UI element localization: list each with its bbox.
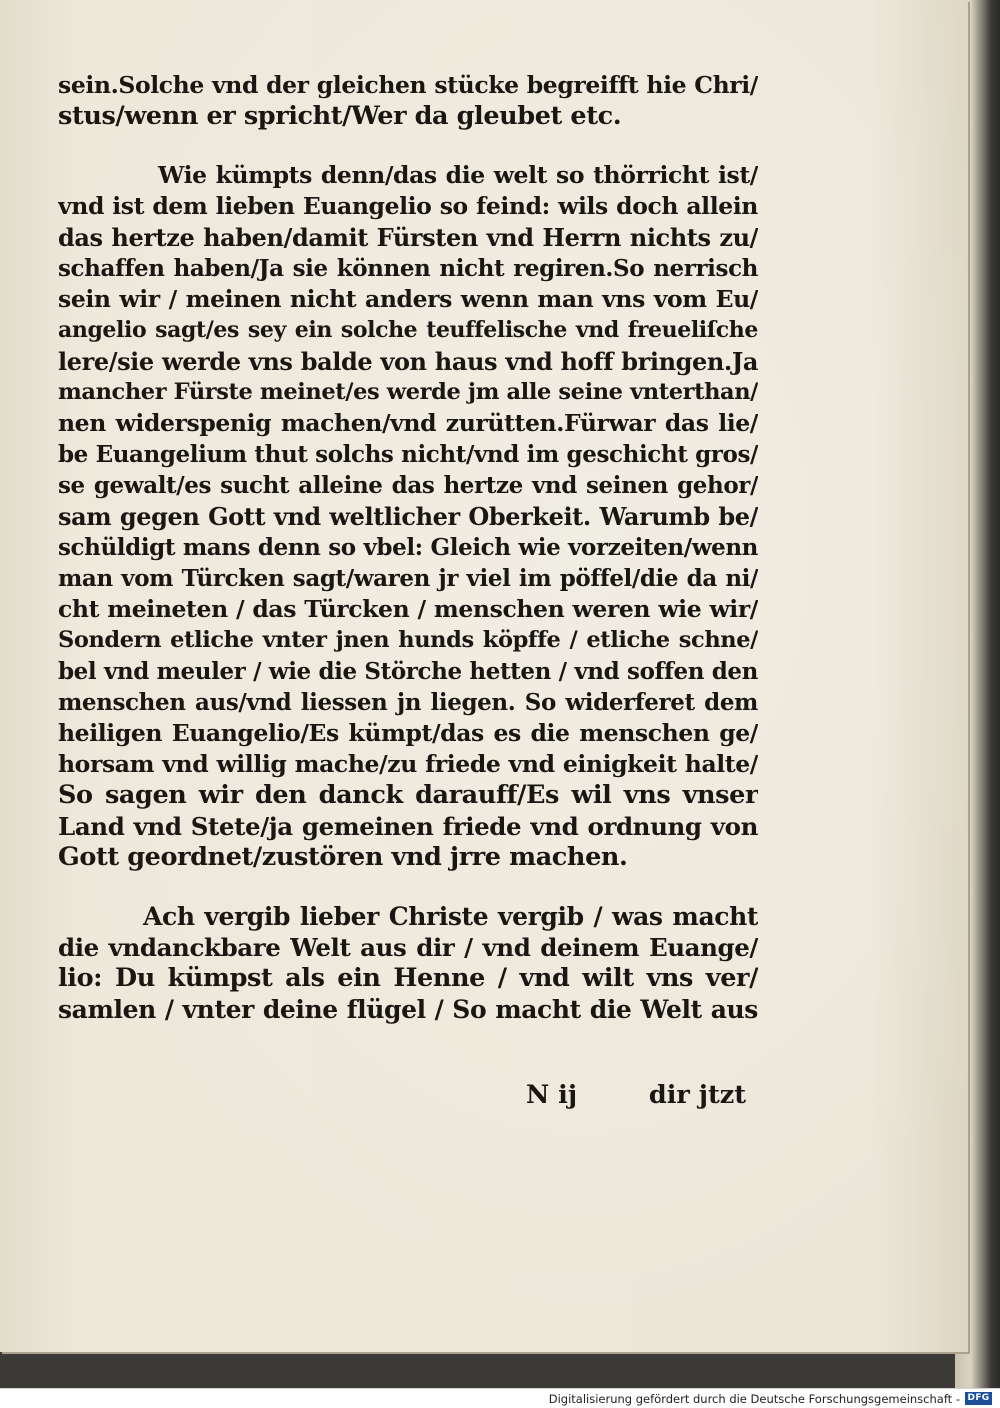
text-line: die vndanckbare Welt aus dir / vnd deinem Euange/: [58, 933, 758, 962]
text-line: heiligen Euangelio/Es kümpt/das es die menschen ge/: [58, 719, 758, 747]
text-line: sam gegen Gott vnd weltlicher Oberkeit. Warumb be/: [58, 502, 758, 531]
signature-mark: N ij: [526, 1080, 578, 1110]
text-line: Ach vergib lieber Christe vergib / was macht: [143, 902, 758, 931]
text-line: man vom Türcken sagt/waren jr viel im pöffel/die da ni/: [58, 565, 758, 592]
footer-bar: [0, 1388, 1000, 1408]
text-line: samlen / vnter deine flügel / So macht die Welt aus: [58, 995, 758, 1024]
text-line: angelio sagt/es sey ein solche teuffelische vnd freueliſche: [58, 317, 758, 343]
text-line: Gott geordnet/zustören vnd jrre machen.: [58, 842, 628, 872]
text-line: menschen aus/vnd liessen jn liegen. So widerferet dem: [58, 689, 758, 716]
text-line: se gewalt/es sucht alleine das hertze vnd seinen gehor/: [58, 472, 758, 499]
funding-notice: Digitalisierung gefördert durch die Deutsche Forschungsgemeinschaft -: [548, 1392, 960, 1406]
text-line: bel vnd meuler / wie die Störche hetten / vnd soffen den: [58, 658, 758, 685]
catchword: dir jtzt: [648, 1080, 746, 1110]
text-line: sein.Solche vnd der gleichen stücke begreifft hie Chri/: [58, 71, 758, 99]
paragraph-gap: [58, 132, 758, 160]
text-line: stus/wenn er spricht/Wer da gleubet etc.: [58, 101, 622, 131]
text-line: mancher Fürste meinet/es werde jm alle seine vnterthan/: [58, 379, 758, 405]
text-line: sein wir / meinen nicht anders wenn man vns vom Eu/: [58, 285, 758, 313]
text-line: cht meineten / das Türcken / menschen weren wie wir/: [58, 595, 758, 623]
dfg-logo: DFG: [965, 1392, 992, 1405]
text-line: be Euangelium thut solchs nicht/vnd im geschicht gros/: [58, 441, 758, 468]
text-line: schaffen haben/Ja sie können nicht regiren.So nerrisch: [58, 255, 758, 282]
text-line: schüldigt mans denn so vbel: Gleich wie vorzeiten/wenn: [58, 534, 758, 561]
page-text: [58, 70, 758, 1025]
text-line: Land vnd Stete/ja gemeinen friede vnd ordnung von: [58, 812, 758, 841]
text-line: das hertze haben/damit Fürsten vnd Herrn nichts zu/: [58, 223, 758, 252]
text-line: nen widerspenig machen/vnd zurütten.Fürwar das lie/: [58, 409, 758, 437]
page-foot: [58, 1080, 758, 1111]
text-line: lio: Du kümpst als ein Henne / vnd wilt vns ver/: [58, 963, 758, 993]
text-line: So sagen wir den danck darauff/Es wil vns vnser: [58, 780, 758, 810]
text-line: lere/sie werde vns balde von haus vnd hoff bringen.Ja: [58, 347, 758, 376]
text-line: horsam vnd willig mache/zu friede vnd einigkeit halte/: [58, 750, 758, 778]
text-line: Sondern etliche vnter jnen hunds köpffe / etliche schne/: [58, 627, 758, 653]
text-line: Wie kümpts denn/das die welt so thörricht ist/: [158, 161, 758, 189]
text-line: vnd ist dem lieben Euangelio so feind: wils doch allein: [58, 192, 758, 220]
paragraph-gap: [58, 873, 758, 901]
